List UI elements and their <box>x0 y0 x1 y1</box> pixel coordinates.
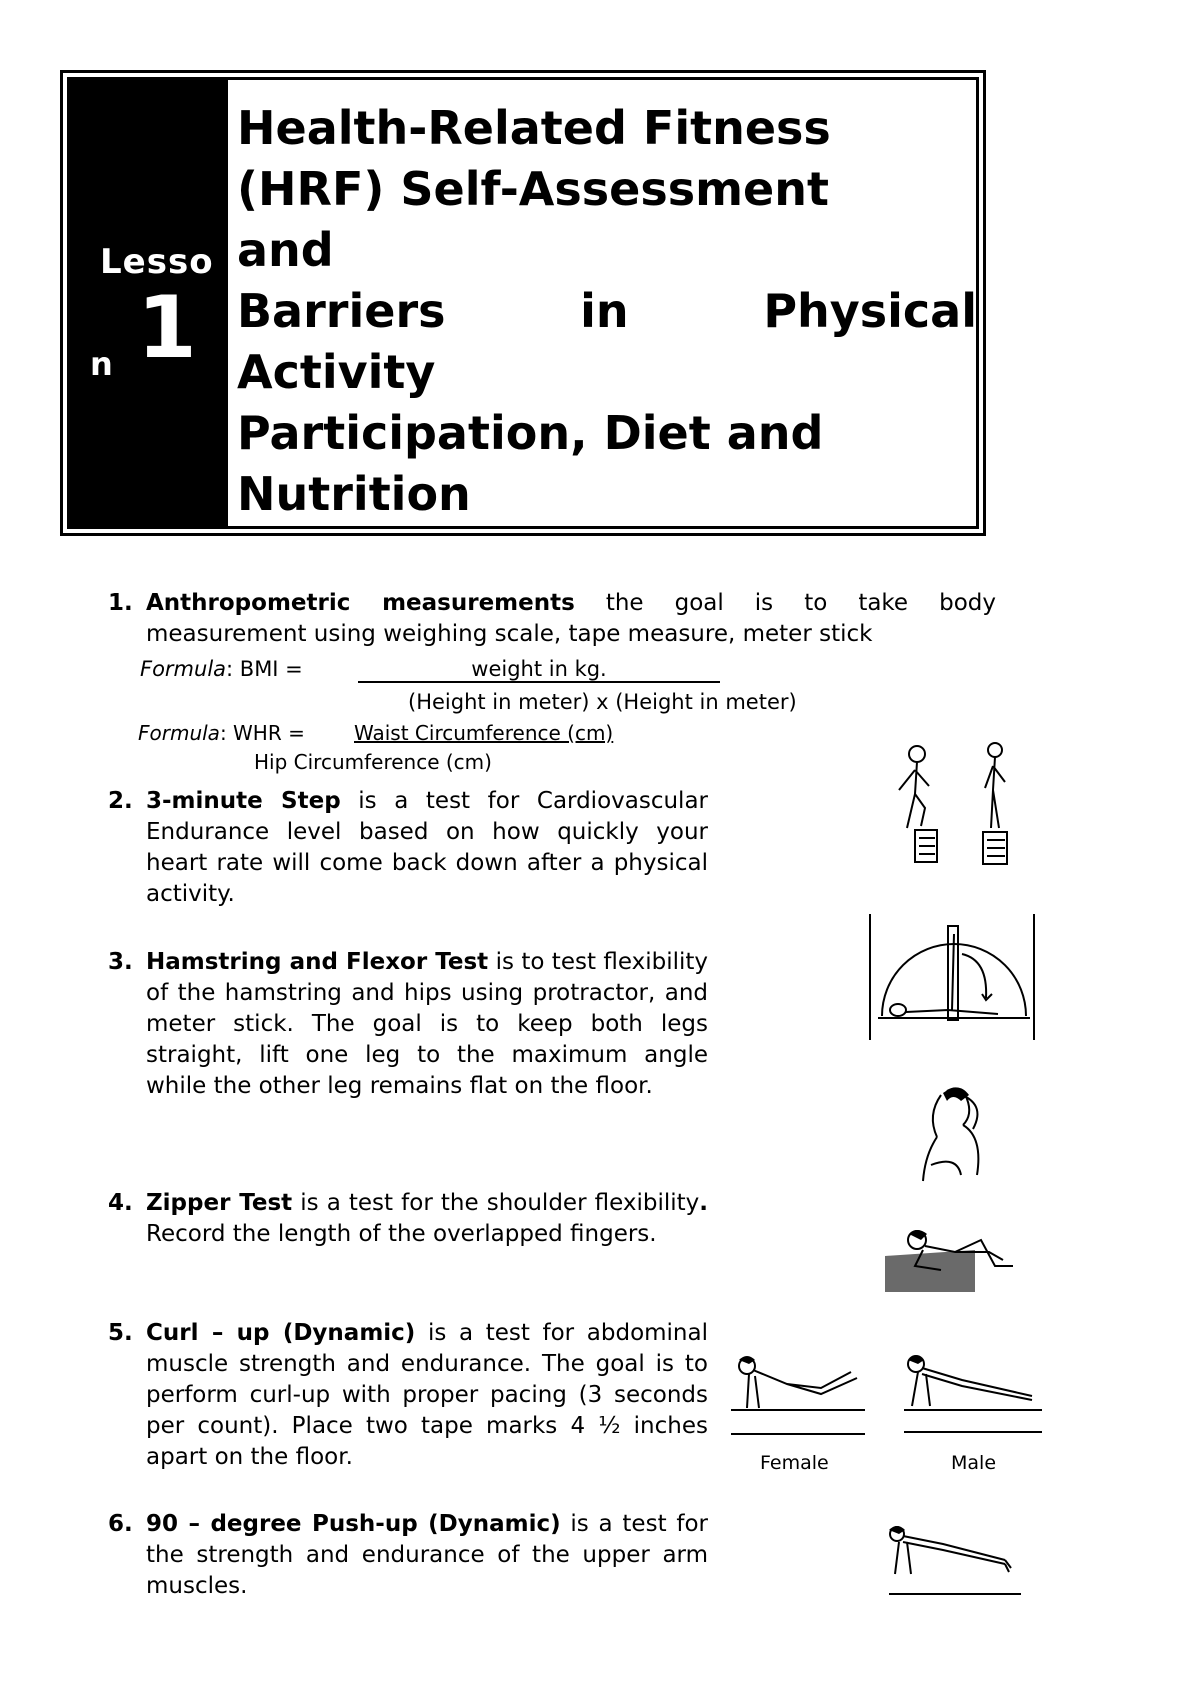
lesson-word: Lesso <box>100 242 214 282</box>
item-description: is a test for Cardiovascular Endurance level based on how quickly your heart rate will come back down after a physical activity. <box>146 788 708 907</box>
item-term: Anthropometric measurements <box>146 590 575 616</box>
whr-formula <box>138 721 305 745</box>
female-pushup-illustration <box>725 1350 865 1440</box>
item-description: is to test flexibility of the hamstring and hips using protractor, and meter stick. The goal is to keep both legs straight, lift one leg to the maximum angle while the other leg remains flat on the floor. <box>146 949 708 1099</box>
item-number: 4. <box>108 1190 133 1216</box>
title-line: and <box>237 223 334 277</box>
title-line: Health-Related Fitness <box>237 101 831 155</box>
item-text <box>146 786 708 910</box>
item-punctuation: . <box>699 1190 708 1216</box>
item-description: is a test for abdominal muscle strength and endurance. The goal is to perform curl-up with proper pacing (3 seconds per count). Place two tape marks 4 ½ inches apart on the floor. <box>146 1320 708 1470</box>
male-pushup-illustration <box>900 1350 1042 1436</box>
hamstring-test-illustration <box>868 914 1038 1040</box>
item-text <box>146 1318 708 1473</box>
bmi-denominator: (Height in meter) x (Height in meter) <box>408 690 797 714</box>
title-word: Barriers <box>237 284 446 338</box>
item-term: 90 – degree Push-up (Dynamic) <box>146 1511 561 1537</box>
item-number: 1. <box>108 590 133 616</box>
item-number: 2. <box>108 788 133 814</box>
item-term: Zipper Test <box>146 1190 293 1216</box>
bmi-formula <box>140 657 303 681</box>
male-caption: Male <box>951 1452 997 1474</box>
curl-up-illustration <box>885 1226 1023 1296</box>
formula-equation: : WHR = <box>219 721 305 745</box>
item-text <box>146 947 708 1102</box>
formula-label: Formula <box>140 657 227 681</box>
lesson-word-end: n <box>90 345 113 383</box>
zipper-test-illustration <box>917 1085 997 1185</box>
whr-denominator: Hip Circumference (cm) <box>254 750 492 774</box>
bmi-numerator: weight in kg. <box>358 657 720 683</box>
item-text <box>146 588 996 650</box>
title-word: Physical <box>763 284 977 338</box>
item-description: is a test for the strength and endurance of the upper arm muscles. <box>146 1511 708 1599</box>
formula-equation: : BMI = <box>226 657 303 681</box>
lesson-number: 1 <box>137 278 197 378</box>
item-text <box>146 1188 708 1250</box>
title-line: Participation, Diet and <box>237 406 824 460</box>
title-line: Activity <box>237 345 436 399</box>
item-text <box>146 1509 708 1602</box>
item-term: 3-minute Step <box>146 788 341 814</box>
step-test-illustration <box>885 742 1025 874</box>
ninety-degree-pushup-illustration <box>885 1520 1025 1596</box>
formula-label: Formula <box>138 721 220 745</box>
item-description: is a test for the shoulder flexibility <box>292 1190 700 1216</box>
title-line: (HRF) Self-Assessment <box>237 162 829 216</box>
whr-numerator: Waist Circumference (cm) <box>354 721 614 745</box>
item-number: 6. <box>108 1511 133 1537</box>
item-description-cont: Record the length of the overlapped fingers. <box>146 1221 657 1247</box>
item-term: Hamstring and Flexor Test <box>146 949 489 975</box>
item-number: 3. <box>108 949 133 975</box>
item-description: the goal is to take body measurement using weighing scale, tape measure, meter stick <box>146 590 996 647</box>
female-caption: Female <box>760 1452 829 1474</box>
item-term: Curl – up (Dynamic) <box>146 1320 416 1346</box>
item-number: 5. <box>108 1320 133 1346</box>
title-word: in <box>580 284 629 338</box>
title-line: Nutrition <box>237 467 471 521</box>
